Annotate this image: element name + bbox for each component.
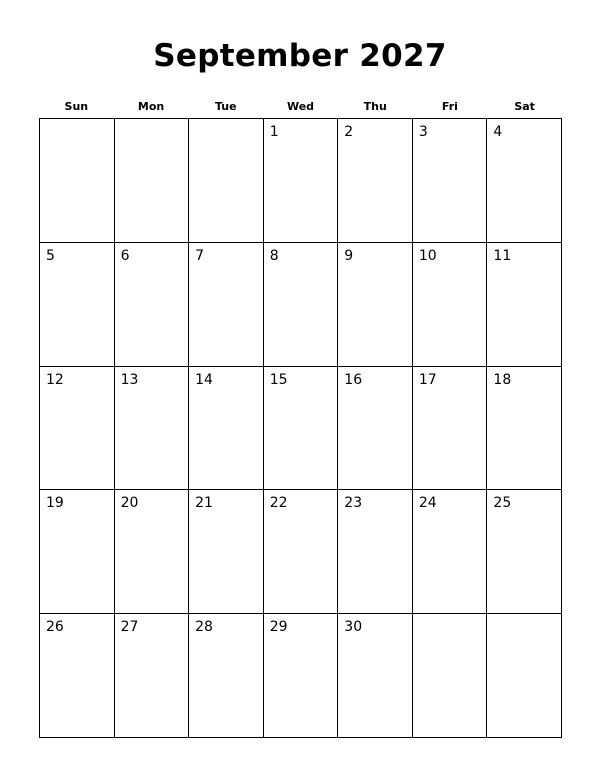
day-cell bbox=[264, 119, 339, 243]
weekday-thu: Thu bbox=[363, 100, 387, 113]
weekday-wed: Wed bbox=[286, 100, 315, 113]
day-number: 10 bbox=[418, 247, 437, 264]
empty-day-cell bbox=[487, 614, 562, 738]
day-number: 24 bbox=[418, 495, 437, 512]
day-number: 27 bbox=[120, 619, 139, 636]
day-cell bbox=[264, 614, 339, 738]
day-number: 20 bbox=[120, 495, 139, 512]
empty-day-cell bbox=[40, 119, 115, 243]
weekday-mon: Mon bbox=[137, 100, 165, 113]
day-number: 22 bbox=[269, 495, 288, 512]
day-cell bbox=[115, 367, 190, 491]
day-cell bbox=[413, 490, 488, 614]
weekday-fri: Fri bbox=[441, 100, 458, 113]
day-cell bbox=[115, 614, 190, 738]
day-number: 18 bbox=[493, 371, 512, 388]
day-number: 6 bbox=[120, 247, 130, 264]
day-number: 4 bbox=[493, 124, 503, 140]
weekday-tue: Tue bbox=[214, 100, 237, 113]
day-cell bbox=[413, 119, 488, 243]
day-cell bbox=[338, 614, 413, 738]
day-number: 19 bbox=[46, 495, 64, 512]
day-cell bbox=[115, 243, 190, 367]
day-number: 17 bbox=[418, 371, 437, 388]
day-cell bbox=[40, 490, 115, 614]
day-cell bbox=[40, 614, 115, 738]
day-number: 29 bbox=[269, 619, 288, 636]
day-cell bbox=[189, 490, 264, 614]
day-number: 2 bbox=[344, 124, 354, 140]
day-number: 30 bbox=[344, 619, 363, 636]
day-cell bbox=[264, 490, 339, 614]
day-cell bbox=[264, 243, 339, 367]
day-cell bbox=[487, 119, 562, 243]
day-number: 16 bbox=[344, 371, 363, 388]
day-number: 8 bbox=[269, 247, 279, 264]
day-cell bbox=[338, 490, 413, 614]
day-cell bbox=[338, 243, 413, 367]
weekday-header-row bbox=[39, 98, 562, 116]
day-number: 12 bbox=[46, 371, 64, 388]
day-number: 23 bbox=[344, 495, 363, 512]
weekday-sun: Sun bbox=[64, 100, 89, 113]
day-cell bbox=[338, 367, 413, 491]
day-number: 13 bbox=[120, 371, 139, 388]
day-number: 25 bbox=[493, 495, 512, 512]
day-number: 11 bbox=[493, 247, 512, 264]
day-number: 21 bbox=[195, 495, 213, 512]
day-cell bbox=[40, 243, 115, 367]
day-cell bbox=[40, 367, 115, 491]
day-number: 9 bbox=[344, 247, 354, 264]
day-cell bbox=[413, 243, 488, 367]
day-cell bbox=[338, 119, 413, 243]
day-number: 3 bbox=[418, 124, 428, 140]
empty-day-cell bbox=[413, 614, 488, 738]
day-number: 26 bbox=[46, 619, 64, 636]
day-number: 28 bbox=[195, 619, 213, 636]
day-cell bbox=[189, 614, 264, 738]
day-cell bbox=[487, 243, 562, 367]
calendar-title: September 2027 bbox=[153, 38, 447, 74]
day-cell bbox=[413, 367, 488, 491]
empty-day-cell bbox=[115, 119, 190, 243]
day-cell bbox=[189, 243, 264, 367]
day-number: 1 bbox=[269, 124, 279, 140]
empty-day-cell bbox=[189, 119, 264, 243]
day-cell bbox=[189, 367, 264, 491]
day-number: 7 bbox=[195, 247, 205, 264]
weekday-sat: Sat bbox=[514, 100, 535, 113]
day-cell bbox=[115, 490, 190, 614]
day-number: 15 bbox=[269, 371, 288, 388]
day-cell bbox=[487, 490, 562, 614]
day-cell bbox=[487, 367, 562, 491]
day-number: 5 bbox=[46, 247, 55, 264]
day-cell bbox=[264, 367, 339, 491]
calendar-grid bbox=[39, 118, 562, 738]
day-number: 14 bbox=[195, 371, 213, 388]
